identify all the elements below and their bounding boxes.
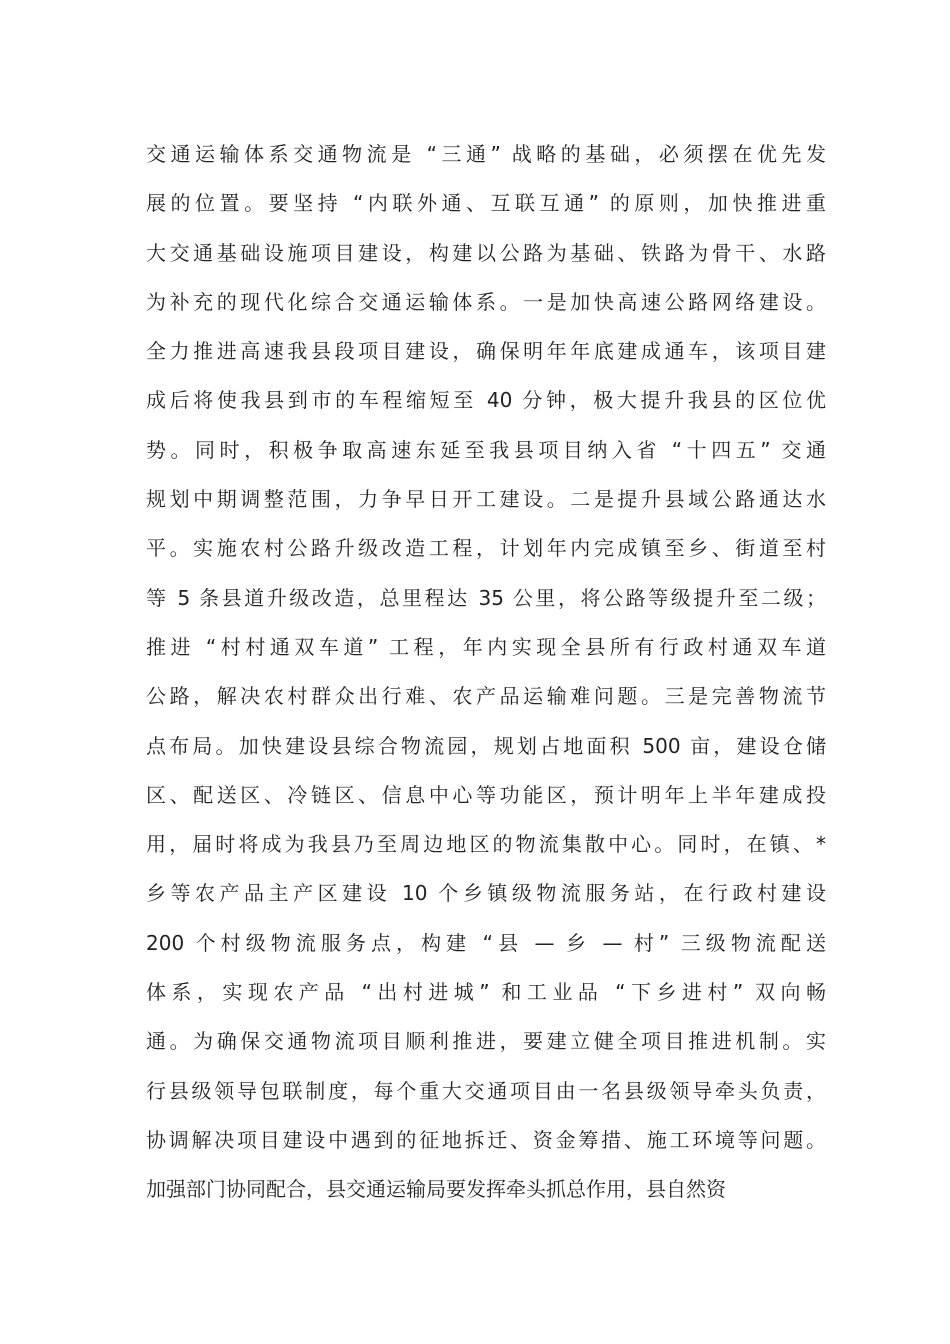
text-line: 体系，实现农产品 “出村进城” 和工业品 “下乡进村” 双向畅 [146,980,826,1005]
text-line: 为补充的现代化综合交通运输体系。一是加快高速公路网络建设。 [146,289,826,314]
text-line: 用，届时将成为我县乃至周边地区的物流集散中心。同时，在镇、* [146,832,826,857]
text-line: 展的位置。要坚持 “内联外通、互联互通” 的原则，加快推进重 [146,191,826,216]
text-line: 协调解决项目建设中遇到的征地拆迁、资金筹措、施工环境等问题。 [146,1127,826,1152]
text-line: 成后将使我县到市的车程缩短至 40 分钟，极大提升我县的区位优 [146,388,826,413]
text-line: 加强部门协同配合，县交通运输局要发挥牵头抓总作用，县自然资 [146,1177,726,1202]
text-line: 交通运输体系交通物流是 “三通” 战略的基础，必须摆在优先发 [146,142,826,166]
text-line: 规划中期调整范围，力争早日开工建设。二是提升县域公路通达水 [146,487,826,512]
text-line: 平。实施农村公路升级改造工程，计划年内完成镇至乡、街道至村 [146,536,826,561]
text-line: 乡等农产品主产区建设 10 个乡镇级物流服务站，在行政村建设 [146,881,826,906]
text-line: 势。同时，积极争取高速东延至我县项目纳入省 “十四五” 交通 [146,437,826,462]
text-line: 等 5 条县道升级改造，总里程达 35 公里，将公路等级提升至二级； [146,585,826,610]
text-line: 推进 “村村通双车道” 工程，年内实现全县所有行政村通双车道 [146,634,826,659]
text-line: 200 个村级物流服务点，构建 “县 — 乡 — 村” 三级物流配送 [146,930,826,955]
text-line: 全力推进高速我县段项目建设，确保明年年底建成通车，该项目建 [146,339,826,364]
text-line: 大交通基础设施项目建设，构建以公路为基础、铁路为骨干、水路 [146,240,826,265]
text-line: 公路，解决农村群众出行难、农产品运输难问题。三是完善物流节 [146,684,826,709]
text-line: 行县级领导包联制度，每个重大交通项目由一名县级领导牵头负责， [146,1078,826,1103]
text-line: 通。为确保交通物流项目顺利推进，要建立健全项目推进机制。实 [146,1029,826,1054]
text-line: 区、配送区、冷链区、信息中心等功能区，预计明年上半年建成投 [146,782,826,807]
text-line: 点布局。加快建设县综合物流园，规划占地面积 500 亩，建设仓储 [146,733,826,758]
body-paragraph [146,130,826,1215]
